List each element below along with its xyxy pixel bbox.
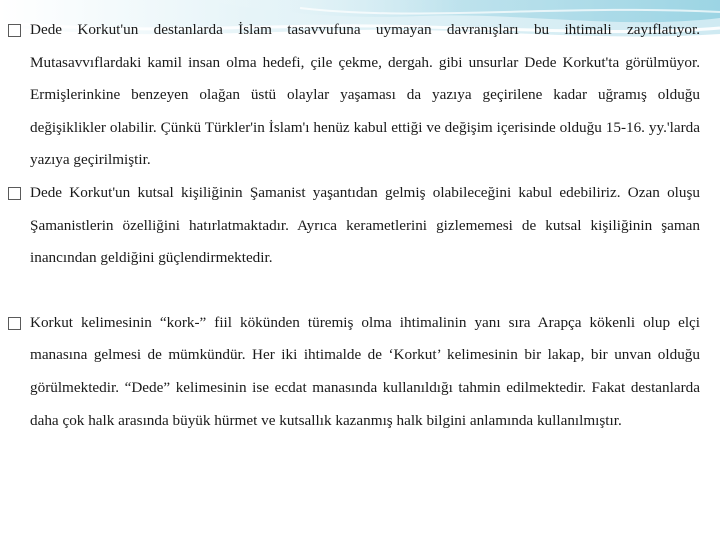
square-bullet-icon <box>8 317 21 330</box>
square-bullet-icon <box>8 187 21 200</box>
bullet-paragraph-1 <box>8 14 700 177</box>
bullet-paragraph-3 <box>8 307 700 437</box>
paragraph-2-text: Dede Korkut'un kutsal kişiliğinin Şamanist yaşantıdan gelmiş olabileceğini kabul edebiliriz. Ozan oluşu Şamanistlerin özelliğini hatırlatmaktadır. Ayrıca kerametlerini gizlememesi de kutsal kişiliğinin şaman inancından geldiğini güçlendirmektedir. <box>30 183 700 267</box>
bullet-list <box>8 14 700 437</box>
square-bullet-icon <box>8 24 21 37</box>
paragraph-3-text: Korkut kelimesinin “kork-” fiil kökünden türemiş olma ihtimalinin yanı sıra Arapça kökenli olup elçi manasına gelmesi de mümkündür. Her iki ihtimalde de ‘Korkut’ kelimesinin bir lakap, bir unvan olduğu görülmektedir. “Dede” kelimesinin ise ecdat manasında kullanıldığı tahmin edilmektedir. Fakat destanlarda daha çok halk arasında büyük hürmet ve kutsallık kazanmış halk bilgini anlamında kullanılmıştır. <box>30 313 700 429</box>
paragraph-1-text: Dede Korkut'un destanlarda İslam tasavvufuna uymayan davranışları bu ihtimali zayıflatıyor. Mutasavvıflardaki kamil insan olma hedefi, çile çekme, dergah. gibi unsurlar Dede Korkut'ta görülmüyor. Ermişlerinkine benzeyen olağan üstü olaylar yaşaması da yazıya geçirilene kadar uğramış olduğu değişiklikler olabilir. Çünkü Türkler'in İslam'ı henüz kabul ettiği ve değişim içerisinde olduğu 15-16. yy.'larda yazıya geçirilmiştir. <box>30 21 700 169</box>
bullet-paragraph-2 <box>8 177 700 275</box>
